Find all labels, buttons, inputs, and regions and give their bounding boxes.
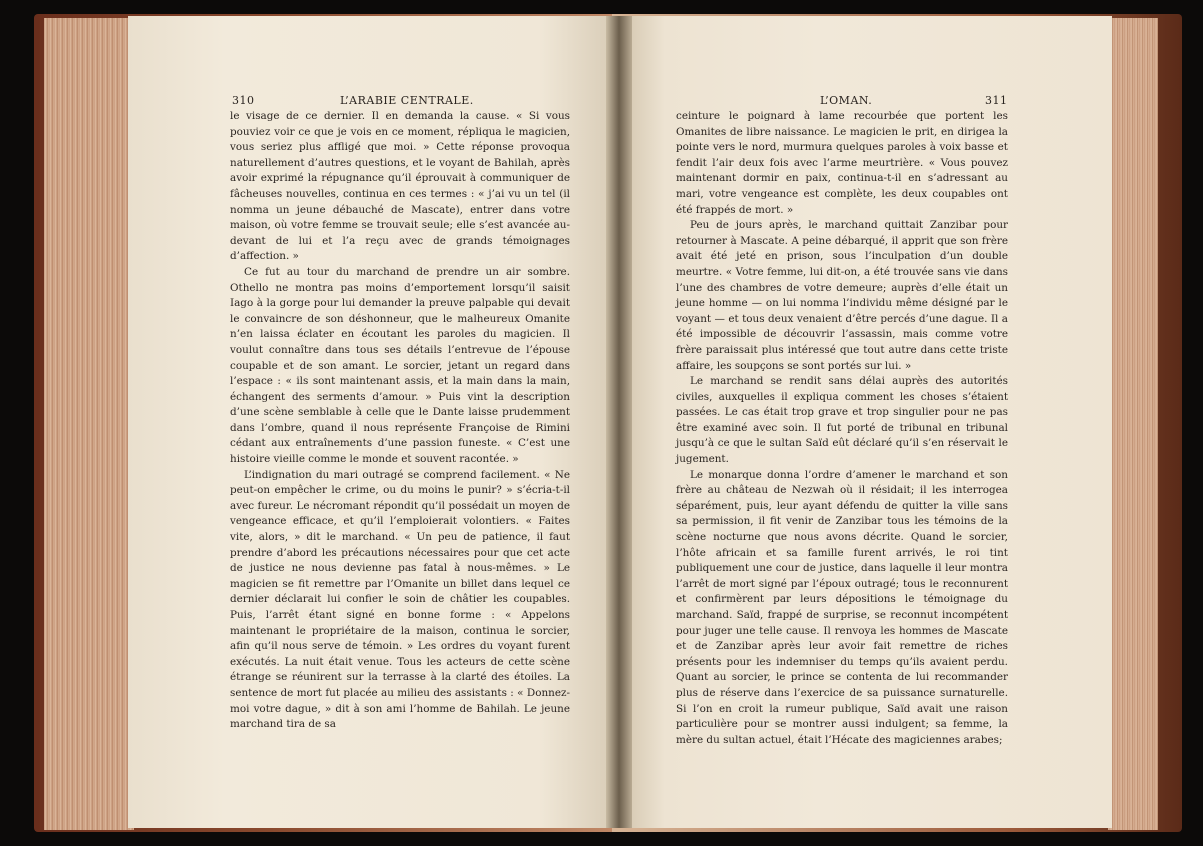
- left-running-head: L’ARABIE CENTRALE.: [340, 94, 474, 107]
- left-page-body: [230, 109, 570, 733]
- right-running-head: L’OMAN.: [820, 94, 873, 107]
- paragraph: Le monarque donna l’ordre d’amener le marchand et son frère au château de Nezwah où il résidait; il les interrogea séparément, puis, leur ayant défendu de quitter la ville sans sa permission, il fit venir de Zanzibar tous les témoins de la scène nocturne que nous avons décrite. Quand le sorcier, l’hôte africain et sa famille furent arrivés, le roi tint publiquement une cour de justice, dans laquelle il leur montra l’arrêt de mort signé par l’époux outragé; tous le reconnurent et confirmèrent par leurs dépositions le témoignage du marchand. Saïd, frappé de surprise, se reconnut incompétent pour juger une telle cause. Il renvoya les hommes de Mascate et de Zanzibar après leur avoir fait remettre de riches présents pour les indemniser du temps qu’ils avaient perdu. Quant au sorcier, le prince se contenta de lui recommander plus de réserve dans l’exercice de sa puissance surnaturelle. Si l’on en croit la rumeur publique, Saïd avait une raison particulière pour se montrer aussi indulgent; sa femme, la mère du sultan actuel, était l’Hécate des magiciennes arabes;: [676, 468, 1008, 746]
- right-page-number: 311: [985, 94, 1008, 107]
- page-edges-right: [1108, 18, 1158, 830]
- paragraph: Ce fut au tour du marchand de prendre un air sombre. Othello ne montra pas moins d’emportement lorsqu’il saisit Iago à la gorge pour lui demander la preuve palpable qui devait le convaincre de son déshonneur, que le malheureux Omanite n’en laissa éclater en écoutant les paroles du magicien. Il voulut connaître dans tous ses détails l’entrevue de l’épouse coupable et de son amant. Le sorcier, jetant un regard dans l’espace : « ils sont maintenant assis, et la main dans la main, échangent des serments d’amour. » Puis vint la description d’une scène semblable à celle que le Dante laisse prudemment dans l’ombre, quand il nous représente Françoise de Rimini cédant aux entraînements d’une passion funeste. « C’est une histoire vieille comme le monde et souvent racontée. »: [230, 265, 570, 466]
- paragraph: le visage de ce dernier. Il en demanda la cause. « Si vous pouviez voir ce que je vois en ce moment, répliqua le magicien, vous seriez plus affligé que moi. » Cette réponse provoqua naturellement d’autres questions, et le voyant de Bahilah, après avoir exprimé la répugnance qu’il éprouvait à communiquer de fâcheuses nouvelles, continua en ces termes : « j’ai vu un tel (il nomma un jeune débauché de Mascate), entrer dans votre maison, où votre femme se trouvait seule; elle s’est avancée au-devant de lui et l’a reçu avec de grands témoignages d’affection. »: [230, 110, 570, 263]
- paragraph: Le marchand se rendit sans délai auprès des autorités civiles, auxquelles il expliqua comment les choses s’étaient passées. Le cas était trop grave et trop singulier pour ne pas être examiné avec soin. Il fut porté de tribunal en tribunal jusqu’à ce que le sultan Saïd eût déclaré qu’il s’en réservait le jugement.: [676, 375, 1008, 466]
- paragraph: Peu de jours après, le marchand quittait Zanzibar pour retourner à Mascate. A peine débarqué, il apprit que son frère avait été jeté en prison, sous l’inculpation d’un double meurtre. « Votre femme, lui dit-on, a été trouvée sans vie dans l’une des chambres de votre demeure; auprès d’elle était un jeune homme — on lui nomma l’individu même désigné par le voyant — et tous deux venaient d’être percés d’une dague. Il a été impossible de découvrir l’assassin, mais comme votre frère paraissait plus intéressé que tout autre dans cette triste affaire, les soupçons se sont portés sur lui. »: [676, 219, 1008, 372]
- left-page-number: 310: [232, 94, 255, 107]
- paragraph: L’indignation du mari outragé se comprend facilement. « Ne peut-on empêcher le crime, ou du moins le punir? » s’écria-t-il avec fureur. Le nécromant répondit qu’il possédait un moyen de vengeance efficace, et qu’il l’emploierait volontiers. « Faites vite, alors, » dit le marchand. « Un peu de patience, il faut prendre d’abord les précautions nécessaires pour que cet acte de justice ne nous devienne pas fatal à nous-mêmes. » Le magicien se fit remettre par l’Omanite un billet dans lequel ce dernier déclarait lui confier le soin de châtier les coupables. Puis, l’arrêt étant signé en bonne forme : « Appelons maintenant le propriétaire de la maison, continua le sorcier, afin qu’il nous serve de témoin. » Les ordres du voyant furent exécutés. La nuit était venue. Tous les acteurs de cette scène étrange se réunirent sur la terrasse à la clarté des étoiles. La sentence de mort fut placée au milieu des assistants : « Donnez-moi votre dague, » dit à son ami l’homme de Bahilah. Le jeune marchand tira de sa: [230, 468, 570, 731]
- book-gutter: [606, 16, 632, 828]
- paragraph: ceinture le poignard à lame recourbée que portent les Omanites de libre naissance. Le magicien le prit, en dirigea la pointe vers le nord, murmura quelques paroles à voix basse et fendit l’air deux fois avec l’arme meurtrière. « Vous pouvez maintenant dormir en paix, continua-t-il en s’adressant au mari, votre vengeance est complète, les deux coupables ont été frappés de mort. »: [676, 110, 1008, 216]
- right-page-body: [676, 109, 1008, 748]
- page-edges-left: [44, 18, 134, 830]
